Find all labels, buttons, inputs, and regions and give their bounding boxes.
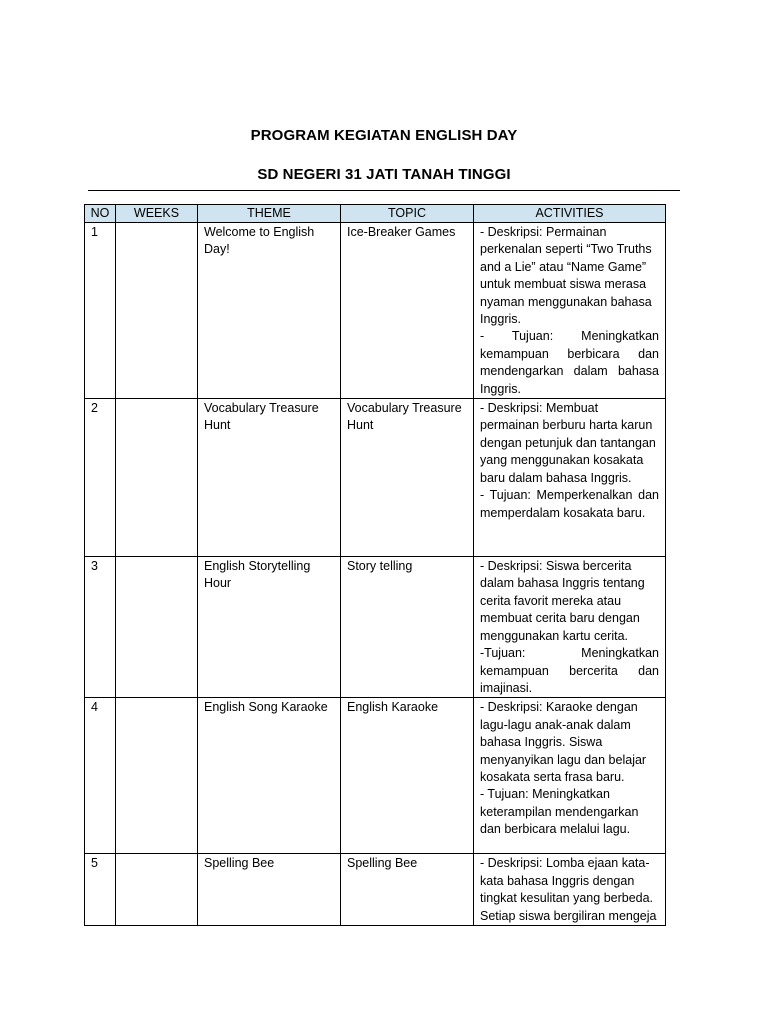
cell-no: 2: [85, 399, 116, 557]
cell-theme: Vocabulary Treasure Hunt: [198, 399, 341, 557]
cell-theme: Spelling Bee: [198, 854, 341, 926]
header-topic: TOPIC: [341, 205, 474, 223]
cell-topic: Ice-Breaker Games: [341, 223, 474, 399]
table-row: [85, 223, 666, 399]
cell-no: 4: [85, 698, 116, 854]
table-row: [85, 698, 666, 854]
cell-weeks: [116, 854, 198, 926]
cell-topic: Vocabulary Treasure Hunt: [341, 399, 474, 557]
table-row: [85, 557, 666, 698]
cell-activities: [474, 854, 666, 926]
cell-topic: Spelling Bee: [341, 854, 474, 926]
cell-weeks: [116, 698, 198, 854]
cell-no: 5: [85, 854, 116, 926]
header-activities: ACTIVITIES: [474, 205, 666, 223]
document-title: PROGRAM KEGIATAN ENGLISH DAY: [250, 127, 518, 144]
header-weeks: WEEKS: [116, 205, 198, 223]
cell-weeks: [116, 557, 198, 698]
activity-description: - Deskripsi: Karaoke dengan lagu-lagu anak-anak dalam bahasa Inggris. Siswa menyanyikan lagu dan belajar kosakata serta frasa baru.: [480, 700, 647, 784]
cell-no: 3: [85, 557, 116, 698]
table-header-row: [85, 205, 666, 223]
cell-activities: [474, 557, 666, 698]
activity-table: [84, 204, 666, 926]
cell-topic: Story telling: [341, 557, 474, 698]
cell-activities: [474, 698, 666, 854]
cell-weeks: [116, 399, 198, 557]
header-no: NO: [85, 205, 116, 223]
header-divider: [88, 190, 680, 191]
cell-theme: English Storytelling Hour: [198, 557, 341, 698]
header-theme: THEME: [198, 205, 341, 223]
activity-goal: - Tujuan: Memperkenalkan dan memperdalam kosakata baru.: [480, 488, 659, 520]
activity-goal: - Tujuan: Meningkatkan kemampuan berbicara dan mendengarkan dalam bahasa Inggris.: [480, 329, 659, 396]
activity-description: - Deskripsi: Membuat permainan berburu harta karun dengan petunjuk dan tantangan yang menggunakan kosakata baru dalam bahasa Inggris.: [480, 401, 656, 485]
activity-description: - Deskripsi: Lomba ejaan kata-kata bahasa Inggris dengan tingkat kesulitan yang berbeda. Setiap siswa bergiliran mengeja: [480, 856, 657, 923]
activity-goal: - Tujuan: Meningkatkan keterampilan mendengarkan dan berbicara melalui lagu.: [480, 787, 639, 837]
cell-topic: English Karaoke: [341, 698, 474, 854]
table-row: [85, 399, 666, 557]
cell-weeks: [116, 223, 198, 399]
activity-description: - Deskripsi: Siswa bercerita dalam bahasa Inggris tentang cerita favorit mereka atau membuat cerita baru dengan menggunakan kartu cerita.: [480, 559, 645, 643]
cell-activities: [474, 399, 666, 557]
cell-theme: Welcome to English Day!: [198, 223, 341, 399]
cell-activities: [474, 223, 666, 399]
activity-description: - Deskripsi: Permainan perkenalan seperti “Two Truths and a Lie” atau “Name Game” untuk membuat siswa merasa nyaman menggunakan bahasa Inggris.: [480, 225, 652, 327]
school-name: SD NEGERI 31 JATI TANAH TINGGI: [257, 166, 511, 183]
table-row: [85, 854, 666, 926]
cell-theme: English Song Karaoke: [198, 698, 341, 854]
activity-goal: -Tujuan: Meningkatkan kemampuan bercerita dan imajinasi.: [480, 646, 659, 695]
cell-no: 1: [85, 223, 116, 399]
